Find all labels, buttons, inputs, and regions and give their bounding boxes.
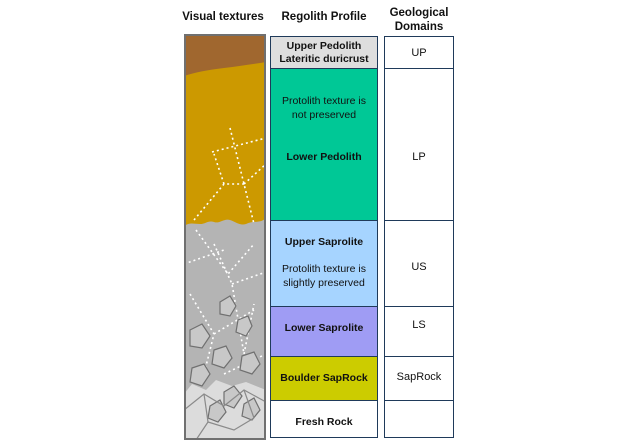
- geological-domains-header-line2: Domains: [394, 21, 444, 33]
- geological-domains-header: [384, 6, 454, 34]
- band-fresh-rock: [271, 401, 377, 437]
- visual-textures-header: Visual textures: [182, 11, 264, 23]
- band-upper-saprolite-note-line1: Protolith texture is: [281, 263, 367, 275]
- visual-textures-column: [184, 34, 266, 440]
- domain-us: [385, 221, 453, 307]
- band-lower-saprolite-label: Lower Saprolite: [284, 322, 364, 334]
- band-upper-pedolith: [271, 37, 377, 69]
- band-upper-pedolith-label-line2: Lateritic duricrust: [279, 53, 369, 65]
- domain-lp: [385, 69, 453, 221]
- band-lower-pedolith-label: Lower Pedolith: [286, 151, 362, 163]
- band-upper-pedolith-label-line1: Upper Pedolith: [286, 40, 362, 52]
- band-boulder-saprock: [271, 357, 377, 401]
- domain-ls-label: LS: [412, 319, 426, 331]
- domain-fresh-rock: [385, 401, 453, 437]
- band-upper-saprolite: [271, 221, 377, 307]
- domain-up-label: UP: [411, 47, 427, 59]
- band-lower-pedolith: [271, 69, 377, 221]
- regolith-profile-header: Regolith Profile: [281, 11, 367, 23]
- domain-saprock: [385, 357, 453, 401]
- domain-ls: [385, 307, 453, 357]
- geological-domains-header-line1: Geological: [389, 7, 449, 19]
- domain-us-label: US: [411, 261, 427, 273]
- geological-domains-column: [384, 36, 454, 438]
- band-boulder-saprock-label: Boulder SapRock: [280, 372, 368, 384]
- band-lower-pedolith-note-line1: Protolith texture is: [281, 95, 367, 107]
- band-lower-pedolith-note-line2: not preserved: [291, 109, 357, 121]
- band-upper-saprolite-label: Upper Saprolite: [284, 236, 364, 248]
- band-upper-saprolite-note-line2: slightly preserved: [283, 277, 365, 289]
- regolith-profile-column: [270, 36, 378, 438]
- domain-saprock-label: SapRock: [396, 371, 442, 383]
- domain-lp-label: LP: [412, 151, 426, 163]
- band-fresh-rock-label: Fresh Rock: [295, 416, 353, 428]
- domain-up: [385, 37, 453, 69]
- band-lower-saprolite: [271, 307, 377, 357]
